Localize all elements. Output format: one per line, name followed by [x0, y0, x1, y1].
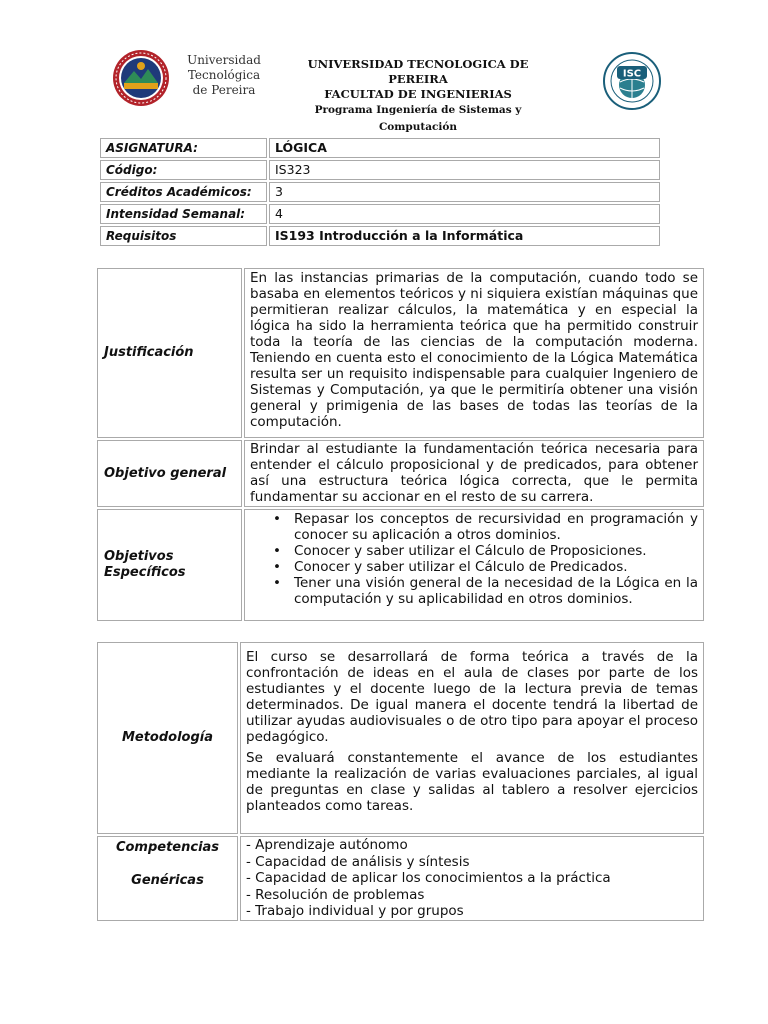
list-item-text: Conocer y saber utilizar el Cálculo de Predicados. [294, 559, 628, 575]
course-info-table [98, 136, 662, 248]
justification-label: Justificación [97, 268, 242, 438]
specific-objectives-label [97, 509, 242, 621]
document-header [280, 57, 556, 136]
specific-objectives-label-line1: Objetivos [104, 549, 174, 564]
isc-logo-text: ISC [622, 68, 642, 80]
general-objective-text: Brindar al estudiante la fundamentación teórica necesaria para entender el cálculo proposicional y de predicados, para obtener así una estructura teórica lógica correcta, que le permita fundamentar su accionar en el resto de su carrera. [244, 440, 704, 507]
competences-label-line1: Competencias [115, 840, 220, 855]
methodology-paragraph-1: El curso se desarrollará de forma teórica a través de la confrontación de ideas en el aula de clases por parte de los estudiantes y el docente luego de la lectura previa de temas determinados. De igual manera el docente tendrá la libertad de utilizar ayudas audiovisuales o de otro tipo para apoyar el proceso pedagógico. [246, 649, 698, 745]
requirements-label: Requisitos [100, 226, 267, 246]
objectives-table [95, 266, 706, 623]
specific-objectives-label-line2: Específicos [104, 565, 186, 580]
specific-objectives-list [244, 509, 704, 621]
list-item [273, 511, 698, 543]
credits-label: Créditos Académicos: [100, 182, 267, 202]
list-item [273, 559, 698, 575]
table-row [100, 160, 660, 180]
table-row [97, 642, 704, 834]
table-row [97, 440, 704, 507]
credits-value: 3 [269, 182, 660, 202]
utp-logo-text [176, 53, 272, 98]
list-item-text: Repasar los conceptos de recursividad en programación y conocer su aplicación a otros dominios. [294, 511, 698, 543]
bullet-icon: • [273, 575, 281, 591]
bullet-icon: • [273, 543, 281, 559]
competences-label [97, 836, 238, 921]
list-item-text: Tener una visión general de la necesidad de la Lógica en la computación y su aplicabilidad en otros dominios. [294, 575, 698, 607]
logo-line-2: Tecnológica [187, 68, 261, 82]
logo-line-1: Universidad [187, 53, 261, 67]
list-item [273, 543, 698, 559]
intensity-label: Intensidad Semanal: [100, 204, 267, 224]
competences-label-line2: Genéricas [131, 873, 204, 888]
utp-logo [112, 47, 272, 109]
list-item: - Aprendizaje autónomo [246, 837, 408, 853]
requirements-value: IS193 Introducción a la Informática [269, 226, 660, 246]
list-item [273, 575, 698, 607]
logo-line-3: de Pereira [192, 83, 256, 97]
justification-text: En las instancias primarias de la computación, cuando todo se basaba en elementos teóricos y ni siquiera existían máquinas que permitieran realizar cálculos, la matemática y en especial la lógica ha sido la herramienta teórica que ha permitido construir toda la teoría de las ciencias de la computación moderna. Teniendo en cuenta esto el conocimiento de la Lógica Matemática resulta ser un requisito indispensable para cualquier Ingeniero de Sistemas y Computación, ya que le permitiría obtener una visión general y primigenia de las bases de todas las teorías de la computación. [244, 268, 704, 438]
table-row [97, 268, 704, 438]
utp-seal-icon [112, 49, 170, 107]
bullet-icon: • [273, 559, 281, 575]
list-item: - Capacidad de aplicar los conocimientos a la práctica [246, 870, 611, 886]
methodology-text [240, 642, 704, 834]
program-name: Programa Ingeniería de Sistemas y Computación [314, 104, 522, 133]
list-item: - Trabajo individual y por grupos [246, 903, 464, 919]
table-row [100, 138, 660, 158]
methodology-label: Metodología [97, 642, 238, 834]
table-row [100, 204, 660, 224]
table-row [97, 509, 704, 621]
intensity-value: 4 [269, 204, 660, 224]
competences-list [240, 836, 704, 921]
list-item-text: Conocer y saber utilizar el Cálculo de Proposiciones. [294, 543, 647, 559]
isc-logo-icon [603, 52, 661, 110]
table-row [100, 226, 660, 246]
methodology-paragraph-2: Se evaluará constantemente el avance de los estudiantes mediante la realización de varias evaluaciones parciales, al igual de preguntas en clase y salidas al tablero a resolver ejercicios planteados como tareas. [246, 750, 698, 814]
subject-label: ASIGNATURA: [100, 138, 267, 158]
code-value: IS323 [269, 160, 660, 180]
list-item: - Resolución de problemas [246, 886, 425, 903]
bullet-icon: • [273, 511, 281, 527]
subject-value: LÓGICA [269, 138, 660, 158]
code-label: Código: [100, 160, 267, 180]
methodology-table [95, 640, 706, 923]
table-row [97, 836, 704, 921]
general-objective-label: Objetivo general [97, 440, 242, 507]
list-item: - Capacidad de análisis y síntesis [246, 853, 470, 870]
faculty-name: FACULTAD DE INGENIERIAS [324, 87, 512, 101]
university-name: UNIVERSIDAD TECNOLOGICA DE PEREIRA [307, 57, 529, 86]
table-row [100, 182, 660, 202]
